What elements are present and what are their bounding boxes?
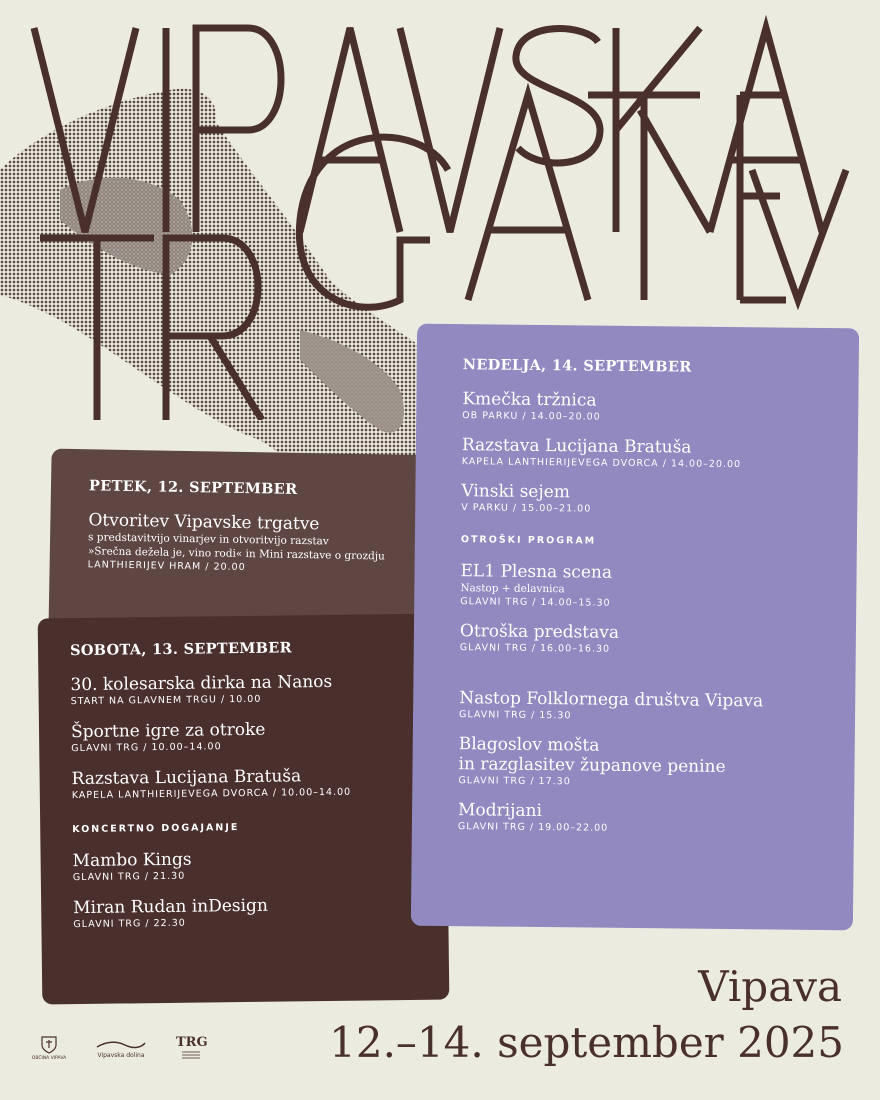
event-description: s predstavitvijo vinarjev in otvoritvijo razstav xyxy=(88,531,329,548)
event-location-time: GLAVNI TRG / 17.30 xyxy=(458,775,571,788)
event-title-continued: in razglasitev županove penine xyxy=(458,754,726,777)
kids-event xyxy=(460,561,856,612)
kids-section-heading: OTROŠKI PROGRAM xyxy=(460,534,597,547)
event-title: Kmečka tržnica xyxy=(462,389,597,411)
sunday-event xyxy=(458,734,855,791)
event-title: Modrijani xyxy=(457,800,543,822)
sunday-event xyxy=(459,688,855,725)
event-title: Športne igre za otroke xyxy=(70,719,266,743)
sunday-event xyxy=(462,389,858,426)
sunday-event xyxy=(458,800,854,837)
event-title: Nastop Folklornega društva Vipava xyxy=(459,688,764,712)
saturday-event xyxy=(71,718,446,756)
event-location-time: START NA GLAVNEM TRGU / 10.00 xyxy=(70,693,262,708)
event-title: Blagoslov mošta xyxy=(458,734,600,756)
event-location-time: GLAVNI TRG / 21.30 xyxy=(72,870,186,884)
saturday-schedule-card xyxy=(38,614,450,1005)
event-location-time: OB PARKU / 14.00–20.00 xyxy=(462,410,601,423)
concert-event xyxy=(73,894,448,932)
sunday-day-heading: NEDELJA, 14. SEPTEMBER xyxy=(462,356,692,376)
event-title: 30. kolesarska dirka na Nanos xyxy=(70,671,333,696)
friday-schedule-card xyxy=(48,449,439,642)
event-title: Miran Rudan inDesign xyxy=(73,895,268,919)
municipality-logo-text: OBČINA VIPAVA xyxy=(31,1056,67,1061)
wave-icon xyxy=(95,1040,147,1050)
event-title: Razstava Lucijana Bratuša xyxy=(461,435,692,458)
event-title: Razstava Lucijana Bratuša xyxy=(71,766,302,790)
event-location-time: V PARKU / 15.00–21.00 xyxy=(461,502,592,515)
trg-logo xyxy=(176,1036,206,1061)
event-location-time: GLAVNI TRG / 10.00–14.00 xyxy=(71,741,222,755)
event-location-time: GLAVNI TRG / 14.00–15.30 xyxy=(460,596,611,609)
event-location-time: KAPELA LANTHIERIJEVEGA DVORCA / 14.00–20.00 xyxy=(461,456,742,471)
kids-event xyxy=(460,621,856,658)
concert-event xyxy=(73,847,448,885)
sunday-schedule-card xyxy=(411,324,859,931)
event-dates: 12.–14. september 2025 xyxy=(329,1018,844,1067)
concert-section-heading: KONCERTNO DOGAJANJE xyxy=(72,822,240,836)
saturday-event xyxy=(70,671,445,709)
municipality-logo xyxy=(28,1036,70,1061)
event-title: EL1 Plesna scena xyxy=(460,561,613,583)
saturday-day-heading: SOBOTA, 13. SEPTEMBER xyxy=(69,639,292,660)
event-location-time: GLAVNI TRG / 16.00–16.30 xyxy=(459,642,611,655)
trg-logo-text: TRG xyxy=(176,1035,208,1050)
coat-of-arms-icon xyxy=(41,1036,57,1054)
event-description: »Srečna dežela je, vino rodi« in Mini razstave o grozdju xyxy=(87,545,385,563)
tourism-logo-text: Vipavska dolina xyxy=(97,1052,145,1059)
event-place: Vipava xyxy=(698,962,842,1011)
saturday-event xyxy=(71,765,446,803)
event-title: Vinski sejem xyxy=(461,481,570,503)
event-location-time: GLAVNI TRG / 15.30 xyxy=(459,709,572,722)
event-description: Nastop + delavnica xyxy=(460,582,565,596)
event-location-time: GLAVNI TRG / 19.00–22.00 xyxy=(457,821,609,834)
lines-icon xyxy=(180,1050,202,1060)
event-title: Otvoritev Vipavske trgatve xyxy=(88,510,320,535)
tourism-logo xyxy=(88,1040,154,1059)
event-location-time: LANTHIERIJEV HRAM / 20.00 xyxy=(87,559,246,574)
friday-event xyxy=(88,510,439,577)
event-location-time: GLAVNI TRG / 22.30 xyxy=(73,917,186,931)
sunday-event xyxy=(461,481,857,518)
friday-day-heading: PETEK, 12. SEPTEMBER xyxy=(88,477,298,498)
event-title: Otroška predstava xyxy=(459,621,620,643)
event-title: Mambo Kings xyxy=(72,849,192,872)
sunday-event xyxy=(462,435,858,472)
event-location-time: KAPELA LANTHIERIJEVEGA DVORCA / 10.00–14.00 xyxy=(71,786,352,802)
